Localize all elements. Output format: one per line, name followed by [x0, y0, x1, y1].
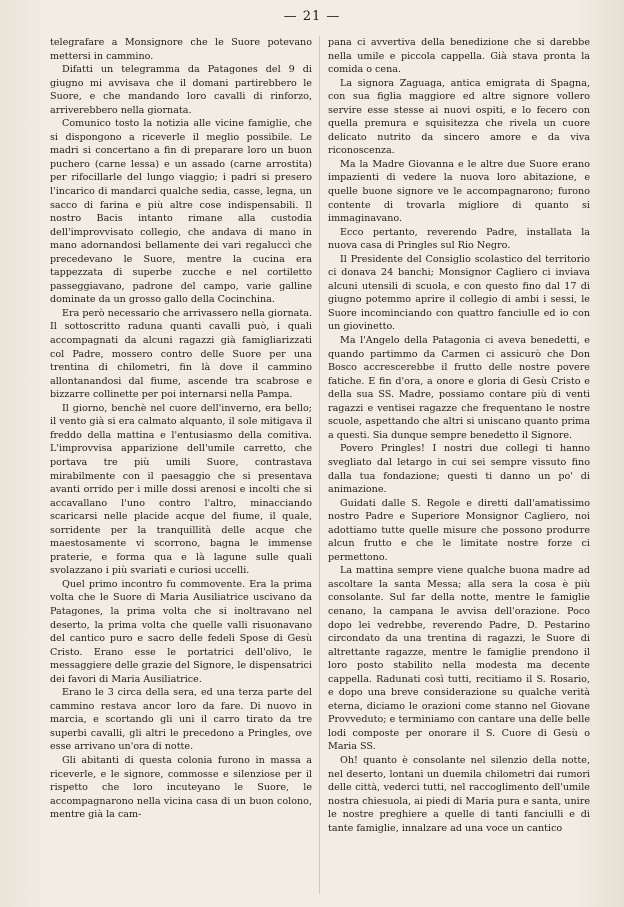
paragraph: Era però necessario che arrivassero nella giornata. Il sottoscritto raduna quanti cavalli può, i quali accompagnati da alcuni ragazzi già famigliarizzati col Padre, mossero contro delle Suore per una trentina di chilometri, fin là dove il cammino allontanandosi dal fiume, ascende tra scabrose e bizzarre collinette per poi internarsi nella Pampa. [50, 307, 312, 401]
right-column [328, 36, 590, 835]
paragraph: Quel primo incontro fu commovente. Era la prima volta che le Suore di Maria Ausiliatrice uscivano da Patagones, la prima volta che si inoltravano nel deserto, la prima volta che quelle valli risuonavano del cantico puro e sacro delle fedeli Spose di Gesù Cristo. Erano esse le portatrici dell'olivo, le messaggiere delle grazie del Signore, le dispensatrici dei favori di Maria Ausiliatrice. [50, 578, 312, 685]
paragraph: La mattina sempre viene qualche buona madre ad ascoltare la santa Messa; alla sera la cosa è più consolante. Sul far della notte, mentre le famiglie cenano, la campana le avvisa dell'orazione. Poco dopo lei vedrebbe, reverendo Padre, D. Pestarino circondato da una trentina di ragazzi, le Suore di altrettante ragazze, mentre le famiglie prendono il loro posto stabilito nella modesta ma decente cappella. Radunati così tutti, recitiamo il S. Rosario, e dopo una breve considerazione su qualche verità eterna, diciamo le orazioni come stanno nel Giovane Provveduto; e terminiamo con cantare una delle belle lodi composte per onorare il S. Cuore di Gesù o Maria SS. [328, 565, 590, 753]
paragraph: Guidati dalle S. Regole e diretti dall'amatissimo nostro Padre e Superiore Monsignor Cagliero, noi adottiamo tutte quelle misure che possono produrre alcun frutto e che le limitate nostre forze ci permettono. [328, 497, 590, 563]
paragraph: Comunico tosto la notizia alle vicine famiglie, che si dispongono a riceverle il meglio possibile. Le madri si concertano a fin di preparare loro un buon puchero (carne lessa) e un assado (carne arrostita) per rifocillarle del lungo viaggio; i padri si presero l'incarico di mandarci qualche sedia, casse, legna, un sacco di farina e più altre cose indispensabili. Il nostro Bacis intanto rimane alla custodia dell'improvvisato collegio, che andava di mano in mano adornandosi bellamente dei vari regaluccì che precedevano le Suore, mentre la cucina era tappezzata di superbe zucche e nel cortiletto passeggiavano, padrone del campo, varie galline dominate da un grosso gallo della Cocinchina. [50, 118, 312, 306]
paragraph: Il giorno, benchè nel cuore dell'inverno, era bello; il vento già si era calmato alquanto, il sole mitigava il freddo della mattina e l'entusiasmo della comitiva. L'improvvisa apparizione dell'umile carretto, che portava tre più umili Suore, contrastava mirabilmente con il paesaggio che si presentava avanti orrido per i mille dossi arenosi e incolti che si accavallano l'uno contro l'altro, minacciando scaricarsi nelle placide acque del fiume, il quale, sorridente per la tranquillità delle acque che maestosamente vi scorrono, bagna le immense praterie, e forma qua e là lagune sulle quali svolazzano i più svariati e curiosi uccelli. [50, 402, 312, 577]
paragraph: telegrafare a Monsignore che le Suore potevano mettersi in cammino. [50, 37, 312, 62]
paragraph: La signora Zaguaga, antica emigrata di Spagna, con sua figlia maggiore ed altre signore vollero servire esse stesse ai nuovi ospiti, e lo fecero con quella premura e squisitezza che rivela un cuore delicato nutrito da sincero amore e da viva riconoscenza. [328, 77, 590, 157]
paragraph: Oh! quanto è consolante nel silenzio della notte, nel deserto, lontani un duemila chilometri dai rumori delle città, vederci tutti, nel raccoglimento dell'umile nostra chiesuola, ai piedi di Maria pura e santa, unire le nostre preghiere a quelle di tanti fanciulli e di tante famiglie, innalzare ad una voce un cantico [328, 754, 590, 834]
left-column [50, 36, 312, 835]
paragraph: Povero Pringles! I nostri due collegi ti hanno svegliato dal letargo in cui sei sempre vissuto fino dalla tua fondazione; questi ti danno un po' di animazione. [328, 443, 590, 496]
text-columns [50, 36, 590, 835]
paragraph: Ma la Madre Giovanna e le altre due Suore erano impazienti di vedere la nuova loro abitazione, e quelle buone signore ve le accompagnarono; furono contente di trovarla migliore di quanto si immaginavano. [328, 158, 590, 225]
page-number: — 21 — [283, 9, 341, 24]
paragraph: Gli abitanti di questa colonia furono in massa a riceverle, e le signore, commosse e silenziose per il rispetto che loro incuteyano le Suore, le accompagnarono nella vicina casa di un buon colono, mentre già la cam- [50, 754, 312, 821]
paragraph: Il Presidente del Consiglio scolastico del territorio ci donava 24 banchi; Monsignor Cagliero ci inviava alcuni utensili di scuola, e con questo fino dal 17 di giugno potemmo aprire il collegio di ambi i sessi, le Suore incominciando con quattro fanciulle ed io con un giovinetto. [328, 253, 590, 333]
paragraph: pana ci avvertiva della benedizione che si darebbe nella umile e piccola cappella. Già stava pronta la comida o cena. [328, 37, 590, 76]
paragraph: Erano le 3 circa della sera, ed una terza parte del cammino restava ancor loro da fare. Di nuovo in marcia, e scortando gli uni il carro tirato da tre superbi cavalli, gli altri le precedono a Pringles, ove esse arrivano un'ora di notte. [50, 687, 312, 753]
paragraph: Ma l'Angelo della Patagonia ci aveva benedetti, e quando partimmo da Carmen ci assicurò che Don Bosco accrescerebbe il frutto delle nostre povere fatiche. E fin d'ora, a onore e gloria di Gesù Cristo e della sua SS. Madre, possiamo contare più di venti ragazzi e ventisei ragazze che frequentano le nostre scuole, aspettando che altri si uniscano quanto prima a questi. Sia dunque sempre benedetto il Signore. [328, 335, 590, 441]
paragraph: Difatti un telegramma da Patagones del 9 di giugno mi avvisava che il domani partirebbero le Suore, e che mandando loro cavalli di rinforzo, arriverebbero nella giornata. [50, 64, 312, 116]
paragraph: Ecco pertanto, reverendo Padre, installata la nuova casa di Pringles sul Rio Negro. [328, 226, 590, 252]
